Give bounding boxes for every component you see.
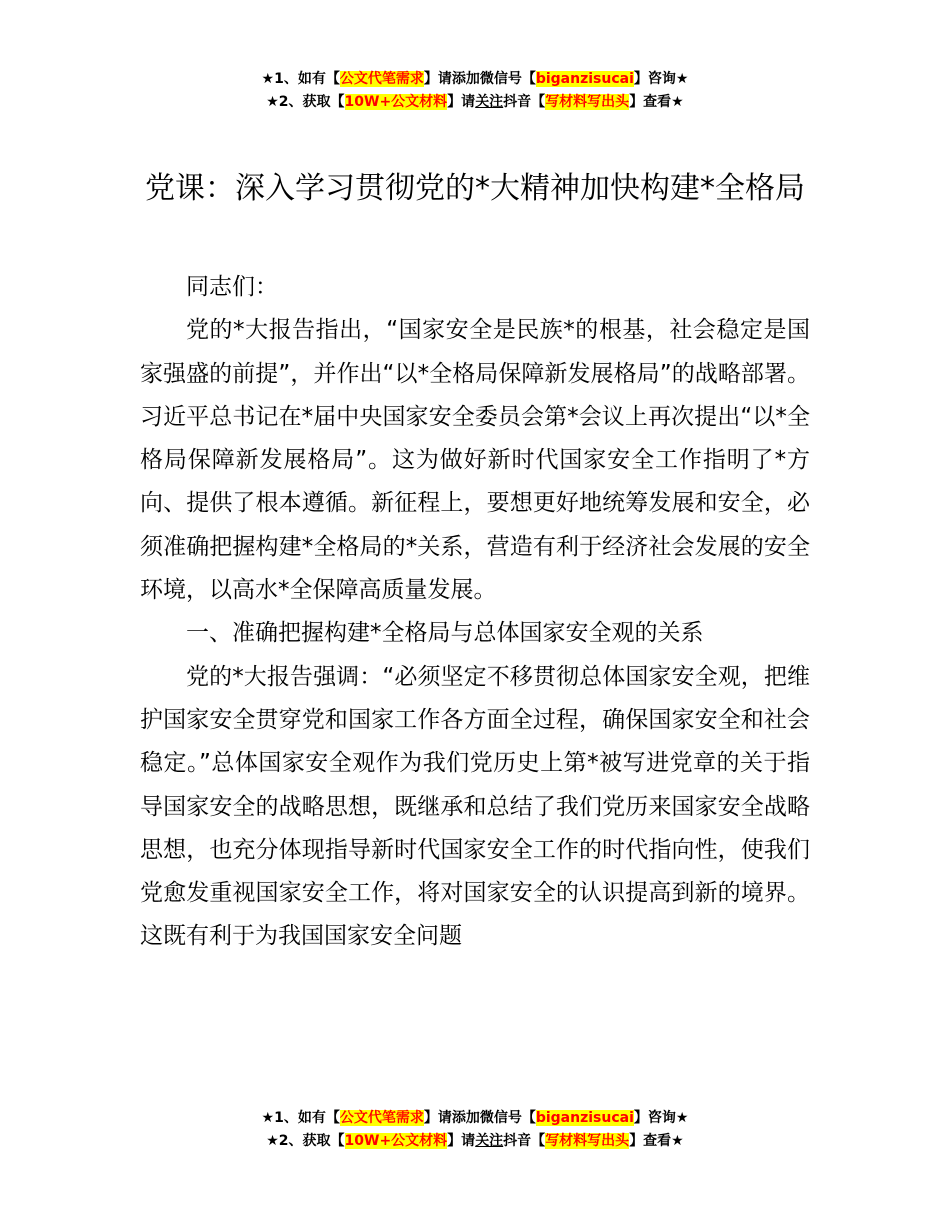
highlight-text: biganzisucai [535, 1110, 634, 1126]
promo-text: 】咨询★ [633, 71, 689, 87]
promo-text: ★2、获取【 [266, 94, 345, 110]
promo-text: 抖音【 [503, 94, 546, 110]
promo-line-1 [0, 1107, 950, 1130]
promo-line-2 [0, 1130, 950, 1153]
document-title: 党课：深入学习贯彻党的*大精神加快构建*全格局 [145, 171, 805, 206]
promo-line-1 [0, 68, 950, 91]
promo-banner-bottom [0, 1107, 950, 1153]
highlight-text: 10W+公文材料 [344, 94, 448, 110]
highlight-text: 写材料写出头 [545, 1133, 630, 1149]
promo-text: 】请添加微信号【 [423, 71, 536, 87]
highlight-text: 公文代笔需求 [339, 71, 424, 87]
promo-text: 】请 [447, 94, 476, 110]
promo-text: 】查看★ [629, 94, 684, 110]
promo-text: 】请添加微信号【 [423, 1110, 536, 1126]
underlined-text: 关注 [475, 1133, 504, 1149]
highlight-text: biganzisucai [535, 71, 634, 87]
highlight-text: 公文代笔需求 [339, 1110, 424, 1126]
promo-banner-top [0, 68, 950, 114]
promo-text: ★2、获取【 [266, 1133, 345, 1149]
section-heading: 一、准确把握构建*全格局与总体国家安全观的关系 [186, 620, 704, 647]
promo-text: ★1、如有【 [261, 1110, 340, 1126]
underlined-text: 关注 [475, 94, 504, 110]
paragraph: 党的*大报告强调：“必须坚定不移贯彻总体国家安全观，把维护国家安全贯穿党和国家工作各方面全过程，确保国家安全和社会稳定。”总体国家安全观作为我们党历史上第*被写进党章的关于指导国家安全的战略思想，既继承和总结了我们党历来国家安全战略思想，也充分体现指导新时代国家安全工作的时代指向性，使我们党愈发重视国家安全工作，将对国家安全的认识提高到新的境界。这既有利于为我国国家安全问题 [140, 663, 810, 950]
salutation: 同志们： [186, 274, 278, 300]
promo-text: 】查看★ [629, 1133, 684, 1149]
promo-line-2 [0, 91, 950, 114]
highlight-text: 写材料写出头 [545, 94, 630, 110]
paragraph: 党的*大报告指出，“国家安全是民族*的根基，社会稳定是国家强盛的前提”，并作出“以*全格局保障新发展格局”的战略部署。习近平总书记在*届中央国家安全委员会第*会议上再次提出“以*全格局保障新发展格局”。这为做好新时代国家安全工作指明了*方向、提供了根本遵循。新征程上，要想更好地统筹发展和安全，必须准确把握构建*全格局的*关系，营造有利于经济社会发展的安全环境，以高水*全保障高质量发展。 [140, 317, 810, 604]
promo-text: ★1、如有【 [261, 71, 340, 87]
document-body [140, 266, 810, 959]
promo-text: 抖音【 [503, 1133, 546, 1149]
promo-text: 】请 [447, 1133, 476, 1149]
promo-text: 】咨询★ [633, 1110, 689, 1126]
highlight-text: 10W+公文材料 [344, 1133, 448, 1149]
